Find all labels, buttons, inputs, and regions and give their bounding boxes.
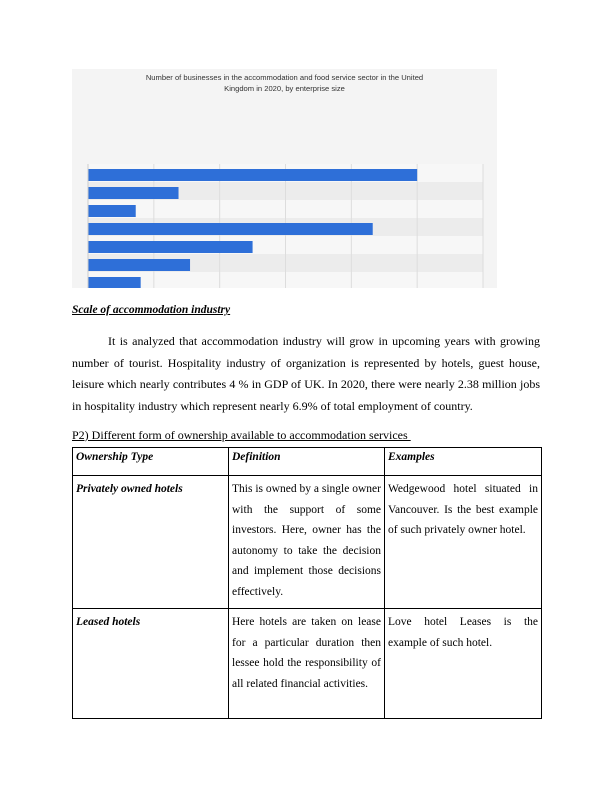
chart-bar [88,277,141,288]
chart-bar [88,241,253,253]
row-type: Privately owned hotels [73,476,229,609]
table-header-row [73,448,542,476]
chart-bar [88,169,417,181]
row-definition: Here hotels are taken on lease for a particular duration then lessee hold the responsibility of all related financial activities. [229,609,385,719]
business-size-chart [72,69,497,288]
header-examples: Examples [385,448,542,476]
section-paragraph: It is analyzed that accommodation industry will grow in upcoming years with growing number of tourist. Hospitality industry of organization is represented by hotels, guest house, leisure which nearly contributes 4 % in GDP of UK. In 2020, there were nearly 2.38 million jobs in hospitality industry which represent nearly 6.9% of total employment of country. [72,334,540,413]
row-example: Wedgewood hotel situated in Vancouver. Is the best example of such privately owner hotel. [385,476,542,609]
section-heading: Scale of accommodation industry [72,304,231,316]
row-example: Love hotel Leases is the example of such hotel. [385,609,542,719]
chart-bar [88,223,373,235]
table-row [73,476,542,609]
table-row [73,609,542,719]
ownership-heading: P2) Different form of ownership available to accommodation services [72,428,411,442]
chart-bar [88,259,190,271]
header-ownership-type: Ownership Type [73,448,229,476]
chart-bar [88,205,136,217]
chart-bar [88,187,179,199]
chart-title-line-2: Kingdom in 2020, by enterprise size [224,84,345,93]
header-definition: Definition [229,448,385,476]
ownership-table [72,447,542,719]
row-definition: This is owned by a single owner with the support of some investors. Here, owner has the autonomy to take the decision and implement those decisions effectively. [229,476,385,609]
chart-plot [72,69,497,288]
row-type: Leased hotels [73,609,229,719]
chart-title-line-1: Number of businesses in the accommodation and food service sector in the United [145,73,424,82]
